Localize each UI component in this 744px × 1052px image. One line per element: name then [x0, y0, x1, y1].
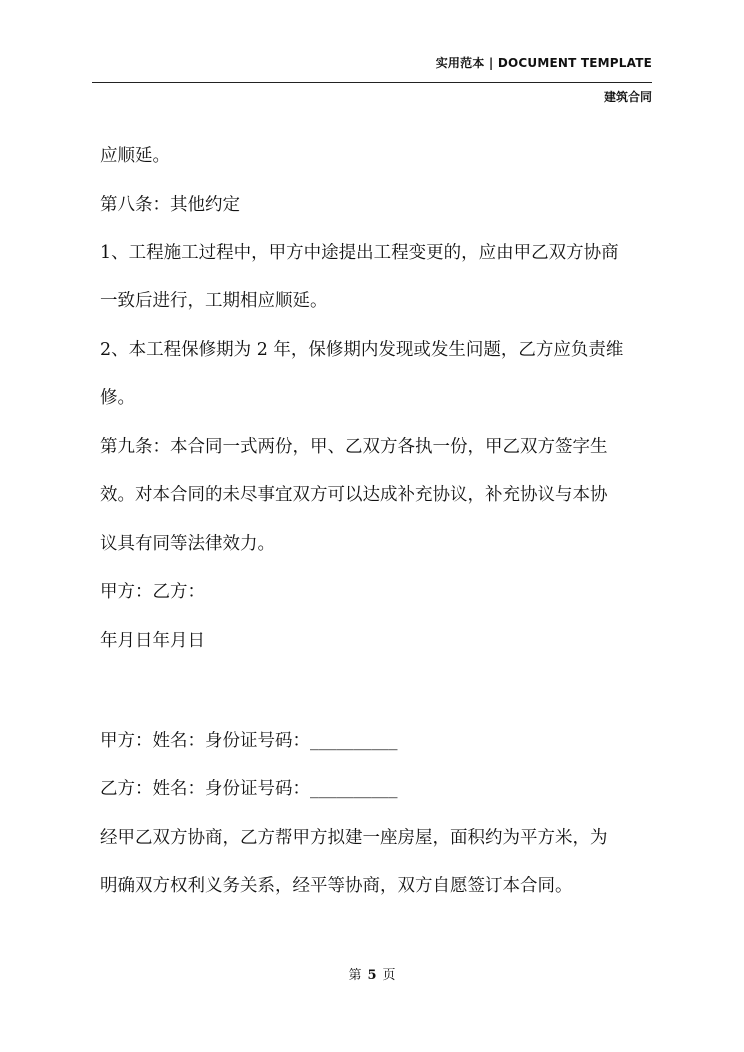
body-line: 效。对本合同的未尽事宜双方可以达成补充协议，补充协议与本协: [100, 485, 608, 505]
party-b-identity: 乙方：姓名：身份证号码：__________: [100, 779, 398, 799]
body-line: 应顺延。: [100, 146, 170, 166]
signature-dates: 年月日年月日: [100, 631, 205, 651]
body-line: 修。: [100, 388, 135, 408]
section-heading-article-8: 第八条：其他约定: [100, 195, 240, 215]
body-line: 议具有同等法律效力。: [100, 534, 275, 554]
footer-prefix: 第: [348, 968, 362, 983]
body-line: 经甲乙双方协商，乙方帮甲方拟建一座房屋，面积约为平方米，为: [100, 828, 608, 848]
header-subtitle: 建筑合同: [603, 90, 652, 104]
footer-suffix: 页: [382, 968, 396, 983]
header-title: 实用范本 | DOCUMENT TEMPLATE: [435, 56, 652, 70]
body-line: 一致后进行，工期相应顺延。: [100, 291, 328, 311]
header-divider: [92, 82, 652, 83]
signature-parties: 甲方：乙方：: [100, 582, 205, 602]
page-footer: [0, 964, 744, 983]
body-line: 1、工程施工过程中，甲方中途提出工程变更的，应由甲乙双方协商: [100, 243, 619, 263]
body-line: 2、本工程保修期为 2 年，保修期内发现或发生问题，乙方应负责维: [100, 340, 624, 360]
body-line: 明确双方权利义务关系，经平等协商，双方自愿签订本合同。: [100, 876, 573, 896]
party-a-identity: 甲方：姓名：身份证号码：__________: [100, 731, 398, 751]
page-number: 5: [367, 968, 377, 983]
section-heading-article-9: 第九条：本合同一式两份，甲、乙双方各执一份，甲乙双方签字生: [100, 437, 608, 457]
